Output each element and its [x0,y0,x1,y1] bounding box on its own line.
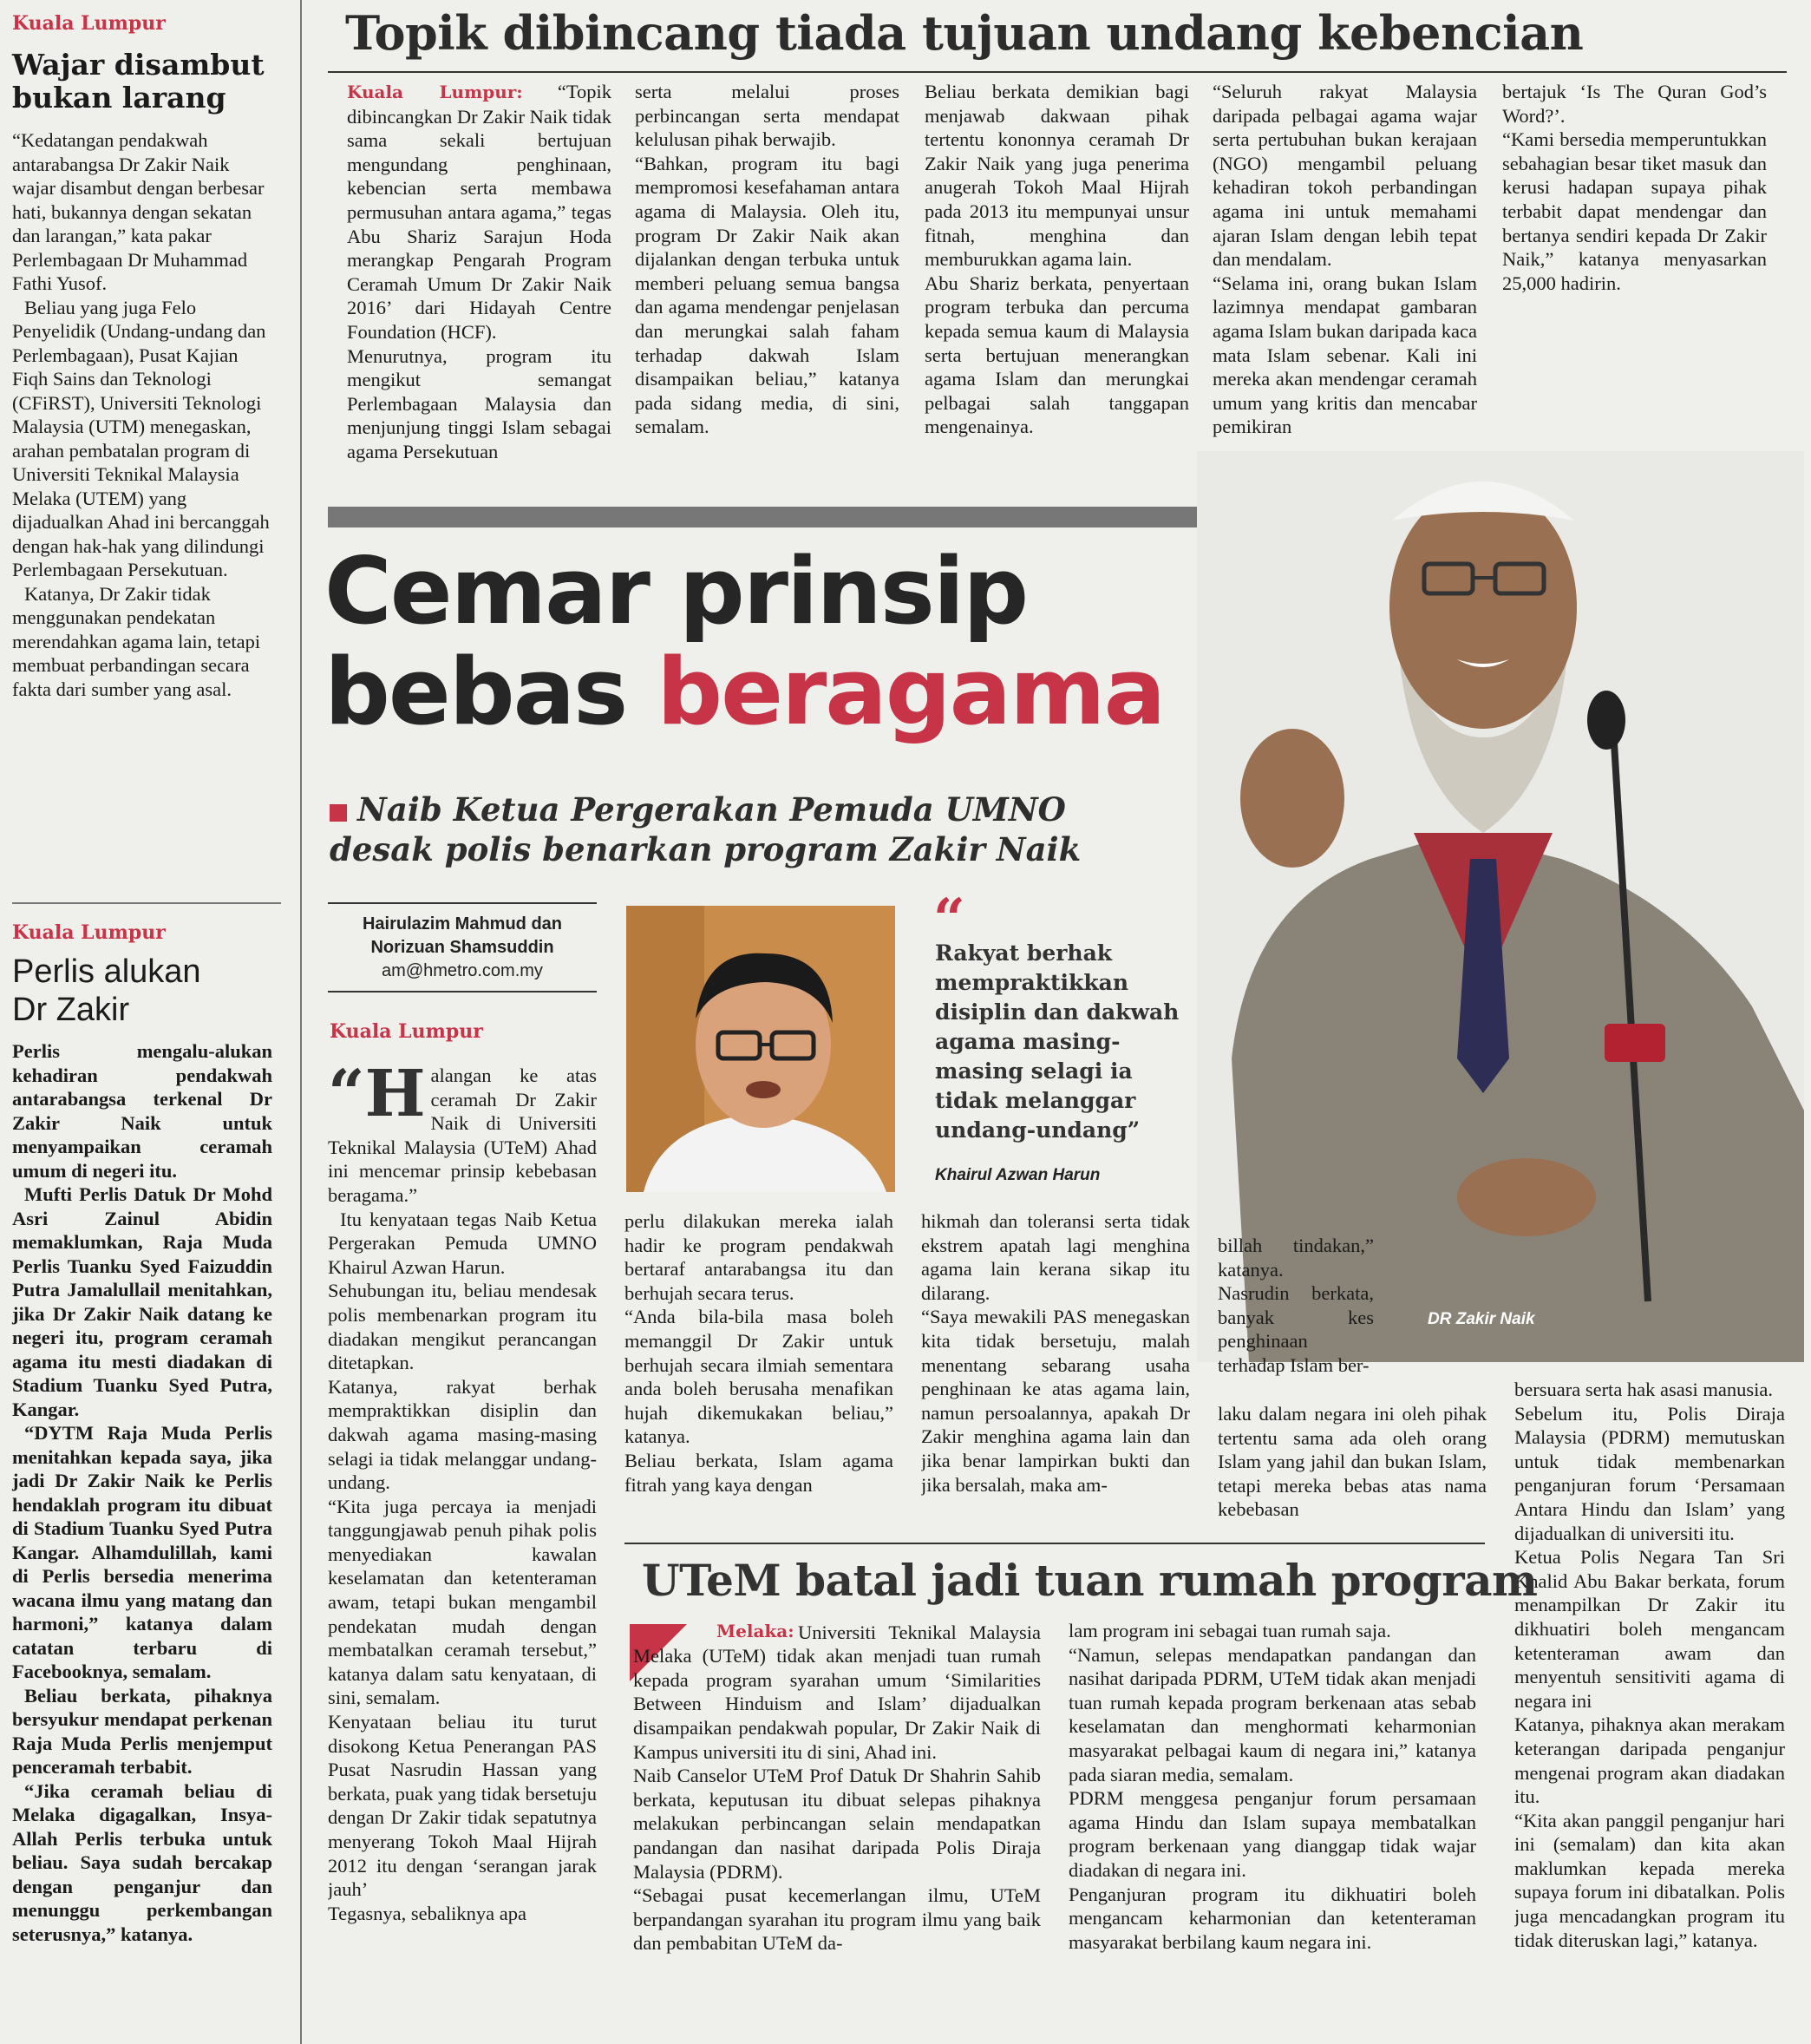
sidebar-paragraph: Perlis mengalu-alukan kehadiran pendakwah antarabangsa terkenal Dr Zakir Naik untuk menyampaikan ceramah umum di negeri itu. [12,1040,272,1182]
sidebar-vertical-rule [300,0,302,2044]
main-headline-line2: bebas [324,639,627,745]
sidebar-article-2 [12,1039,272,1946]
sidebar-title: Wajar disambut bukan larang [12,48,265,115]
top-story-text: “Topik dibincangkan Dr Zakir Naik tidak sama sekali bertujuan mengundang penghinaan, kebencian serta membawa permusuhan antara agama,” tegas Abu Shariz Sarajun Hoda merangkap Pengarah Program Ceramah Umum Dr Zakir Naik 2016’ dari Hidayah Centre Foundation (HCF). Menurutnya, program itu mengikut semangat Perlembagaan Malaysia dan menjunjung tinggi Islam sebagai agama Persekutuan [347,81,611,462]
pull-quote-attribution: Khairul Azwan Harun [935,1166,1101,1184]
pull-quote: Rakyat berhak mempraktikkan disiplin dan dakwah agama masing-masing selagi ia tidak melanggar undang-undang” [935,940,1180,1143]
sidebar-paragraph: “DYTM Raja Muda Perlis menitahkan kepada saya, jika jadi Dr Zakir Naik ke Perlis hendaklah program itu dibuat di Stadium Tuanku Syed Putra Kangar. Alhamdulillah, kami di Perlis bersedia menerima wacana ilmu yang matang dan harmoni,” katanya dalam catatan terbaru di Facebooknya, semalam. [12,1422,272,1682]
utem-text: Universiti Teknikal Malaysia Melaka (UTeM) tidak akan menjadi tuan rumah kepada program syarahan umum ‘Similarities Between Hinduism and Islam’ dijadualkan disampaikan pendakwah popular, Dr Zakir Naik di Kampus universiti itu di sini, Ahad ini. Naib Canselor UTeM Prof Datuk Dr Shahrin Sahib berkata, keputusan itu dibuat selepas pihaknya melakukan perbincangan selain mendapatkan pandangan dan nasihat daripada Polis Diraja Malaysia (PDRM). “Sebagai pusat kecemerlangan ilmu, UTeM berpandangan syarahan itu program ilmu yang baik dan pembabitan UTeM da- [633,1621,1041,1955]
byline-email: am@hmetro.com.my [382,961,543,980]
sidebar-divider [12,902,281,904]
quote-mark-icon: “ [933,887,965,952]
sidebar-article [12,128,272,701]
utem-headline: UTeM batal jadi tuan rumah program [642,1555,1538,1606]
top-story-column-2: serta melalui proses perbincangan serta mendapat kelulusan pihak berwajib. “Bahkan, program itu bagi mempromosi kesefahaman antara agama di Malaysia. Oleh itu, program Dr Zakir Naik akan dijalankan dengan terbuka untuk memberi peluang semua bangsa dan agama mendengar penjelasan dan merungkai salah faham terhadap dakwah Islam disampaikan beliau,” katanya pada sidang media, di sini, semalam. [635,81,899,438]
main-story-column-4a: billah tindakan,” katanya. Nasrudin berkata, banyak kes penghinaan terhadap Islam ber- [1218,1235,1374,1376]
sidebar-paragraph: Beliau yang juga Felo Penyelidik (Undang-undang dan Perlembagaan), Pusat Kajian Fiqh Sains dan Teknologi (CFiRST), Universiti Teknologi Malaysia (UTM) menegaskan, arahan pembatalan program di Universiti Teknikal Malaysia Melaka (UTEM) yang dijadualkan Ahad ini bercanggah dengan hak-hak yang dilindungi Perlembagaan Persekutuan. [12,296,270,580]
top-story-column-3: Beliau berkata demikian bagi menjawab dakwaan pihak tertentu kononnya ceramah Dr Zakir Naik yang juga penerima anugerah Tokoh Maal Hijrah pada 2013 itu mempunyai unsur fitnah, menghina dan memburukkan agama lain. Abu Shariz berkata, penyertaan program terbuka dan percuma kepada semua kaum di Malaysia serta bertujuan menerangkan agama Islam dan merungkai pelbagai salah tanggapan mengenainya. [925,81,1189,438]
top-story-column-1 [347,80,611,489]
byline [328,913,597,983]
dropcap: “H [328,1064,426,1131]
top-story-rule [328,71,1787,73]
main-headline-line1: Cemar prinsip [324,538,1028,645]
main-story-column-2: perlu dilakukan mereka ialah hadir ke program pendakwah bertaraf antarabangsa itu dan berhujah secara terus. “Anda bila-bila masa boleh memanggil Dr Zakir untuk berhujah secara ilmiah sementara anda boleh berusaha menafikan hujah dikemukakan beliau,” katanya. Beliau berkata, Islam agama fitrah yang kaya dengan [624,1210,893,1496]
sidebar-paragraph: Mufti Perlis Datuk Dr Mohd Asri Zainul Abidin memaklumkan, Raja Muda Perlis Tuanku Syed Faizuddin Putra Jamalullail menitahkan, jika Dr Zakir Naik datang ke negeri itu, program ceramah agama itu mesti diadakan di Stadium Tuanku Syed Putra, Kangar. [12,1183,272,1420]
main-story-column-5: bersuara serta hak asasi manusia. Sebelum itu, Polis Diraja Malaysia (PDRM) memutuskan untuk tidak membenarkan penganjuran forum ‘Persamaan Antara Hindu dan Islam’ yang dijadualkan di universiti itu. Ketua Polis Negara Tan Sri Khalid Abu Bakar berkata, forum menampilkan Dr Zakir itu dikhuatiri boleh mengancam ketenteraman awam dan menyentuh sensitiviti agama di negara ini Katanya, pihaknya akan merakam keterangan daripada penganjur mengenai program akan diadakan itu. “Kita akan panggil penganjur hari ini (semalam) dan kita akan maklumkan kepada mereka supaya forum ini dibatalkan. Polis juga mencadangkan program itu tidak diteruskan lagi,” katanya. [1514,1379,1785,1951]
photo-caption: DR Zakir Naik [1428,1310,1535,1328]
utem-column-1 [633,1619,1041,2044]
sidebar-paragraph: “Kedatangan pendakwah antarabangsa Dr Zakir Naik wajar disambut dengan berbesar hati, bukannya dengan sekatan dan larangan,” kata pakar Perlembagaan Dr Muhammad Fathi Yusof. [12,129,265,294]
top-story-dateline: Kuala Lumpur: [347,82,523,102]
sidebar-paragraph: “Jika ceramah beliau di Melaka digagalkan, Insya-Allah Perlis terbuka untuk beliau. Saya sudah bercakap dengan penganjur dan menunggu perkembangan seterusnya,” katanya. [12,1779,272,1945]
sidebar-title-2: Perlis alukan Dr Zakir [12,953,201,1028]
bullet-square-icon [330,804,347,822]
main-story-column-4b: laku dalam negara ini oleh pihak tertentu sama ada oleh orang Islam yang jahil dan bukan Islam, tetapi mereka bebas atas nama kebebasan [1218,1403,1487,1521]
left-sidebar [12,0,283,2044]
main-headline-red: beragama [657,639,1165,745]
top-story-headline: Topik dibincang tiada tujuan undang kebencian [345,5,1584,61]
portrait-photo [626,906,895,1192]
sidebar-paragraph: Beliau berkata, pihaknya bersyukur mendapat perkenan Raja Muda Perlis menjemput penceramah terbabit. [12,1684,272,1778]
sidebar-kicker: Kuala Lumpur [12,12,166,35]
sidebar-paragraph: Katanya, Dr Zakir tidak menggunakan pendekatan merendahkan agama lain, tetapi membuat perbandingan secara fakta dari sumber yang asal. [12,582,261,700]
byline-rule-top [328,902,597,904]
utem-column-2: lam program ini sebagai tuan rumah saja. “Namun, selepas mendapatkan pandangan dan nasihat daripada PDRM, UTeM tidak akan menjadi tuan rumah kepada program berkenaan atas sebab keselamatan dan menghormati keharmonian masyarakat pelbagai kaum di negara ini,” katanya pada siaran media, semalam. PDRM menggesa penganjur forum persamaan agama Hindu dan Islam supaya membatalkan program berkenaan yang dianggap tidak wajar diadakan di negara ini. Penganjuran program itu dikhuatiri boleh mengancam keharmonian dan ketenteraman masyarakat berbilang kaum negara ini. [1069,1620,1476,1953]
top-story-column-5: bertajuk ‘Is The Quran God’s Word?’. “Kami bersedia memperuntukkan sebahagian besar tiket masuk dan kerusi hadapan supaya pihak terbabit dapat mendengar dan bertanya sendiri kepada Dr Zakir Naik,” katanya menyasarkan 25,000 hadirin. [1502,81,1767,294]
main-subheadline: Naib Ketua Pergerakan Pemuda UMNO desak polis benarkan program Zakir Naik [330,790,1082,868]
main-kicker: Kuala Lumpur [330,1020,483,1043]
sidebar-kicker-2: Kuala Lumpur [12,921,166,944]
utem-dateline: Melaka: [716,1621,794,1641]
utem-rule [624,1543,1485,1544]
byline-names: Hairulazim Mahmud dan Norizuan Shamsuddin [362,914,563,957]
main-story-column-1: “Halangan ke atas ceramah Dr Zakir Naik di Universiti Teknikal Malaysia (UTeM) Ahad ini mencemar prinsip kebebasan beragama.” Itu kenyataan tegas Naib Ketua Pergerakan Pemuda UMNO Khairul Azwan Harun. Sehubungan itu, beliau mendesak polis membenarkan program itu diadakan mengikut perancangan ditetapkan. Katanya, rakyat berhak mempraktikkan disiplin dan dakwah agama masing-masing selagi ia tidak melanggar undang-undang. “Kita juga percaya ia menjadi tanggungjawab penuh pihak polis menyediakan kawalan keselamatan dan ketenteraman awam, tetapi bukan mengambil pendekatan mudah dengan membatalkan ceramah tersebut,” katanya dalam satu kenyataan, di sini, semalam. Kenyataan beliau itu turut disokong Ketua Penerangan PAS Pusat Nasrudin Hassan yang berkata, puak yang tidak bersetuju dengan Dr Zakir tidak sepatutnya menyerang Tokoh Maal Hijrah 2012 itu dengan ‘serangan jarak jauh’ Tegasnya, sebaliknya apa [328,1064,597,1924]
top-story-column-4: “Seluruh rakyat Malaysia daripada pelbagai agama wajar serta pertubuhan bukan kerajaan (NGO) mengambil peluang kehadiran tokoh perbandingan agama ini untuk memahami ajaran Islam dengan lebih tepat dan mendalam. “Selama ini, orang bukan Islam lazimnya mendapat gambaran agama Islam bukan daripada kaca mata Islam sebenar. Kali ini mereka akan mendengar ceramah umum yang kritis dan mencabar pemikiran [1213,81,1477,438]
main-story-column-3: hikmah dan toleransi serta tidak ekstrem apatah lagi menghina agama lain kerana sikap itu dilarang. “Saya mewakili PAS menegaskan kita tidak bersetuju, malah menentang sebarang usaha penghinaan ke atas agama lain, namun persoalannya, apakah Dr Zakir menghina agama lain dan jika benar lampirkan bukti dan jika bersalah, maka am- [921,1210,1190,1496]
main-headline [324,538,1296,745]
main-story-text: Itu kenyataan tegas Naib Ketua Pergerakan Pemuda UMNO Khairul Azwan Harun. Sehubungan itu, beliau mendesak polis membenarkan program itu diadakan mengikut perancangan ditetapkan. Katanya, rakyat berhak mempraktikkan disiplin dan dakwah agama masing-masing selagi ia tidak melanggar undang-undang. “Kita juga percaya ia menjadi tanggungjawab penuh pihak polis menyediakan kawalan keselamatan dan ketenteraman awam, tetapi bukan mengambil pendekatan mudah dengan membatalkan ceramah tersebut,” katanya dalam satu kenyataan, di sini, semalam. Kenyataan beliau itu turut disokong Ketua Penerangan PAS Pusat Nasrudin Hassan yang berkata, puak yang tidak bersetuju dengan Dr Zakir tidak sepatutnya menyerang Tokoh Maal Hijrah 2012 itu dengan ‘serangan jarak jauh’ Tegasnya, sebaliknya apa [328,1208,597,1924]
byline-rule-bottom [328,991,597,993]
